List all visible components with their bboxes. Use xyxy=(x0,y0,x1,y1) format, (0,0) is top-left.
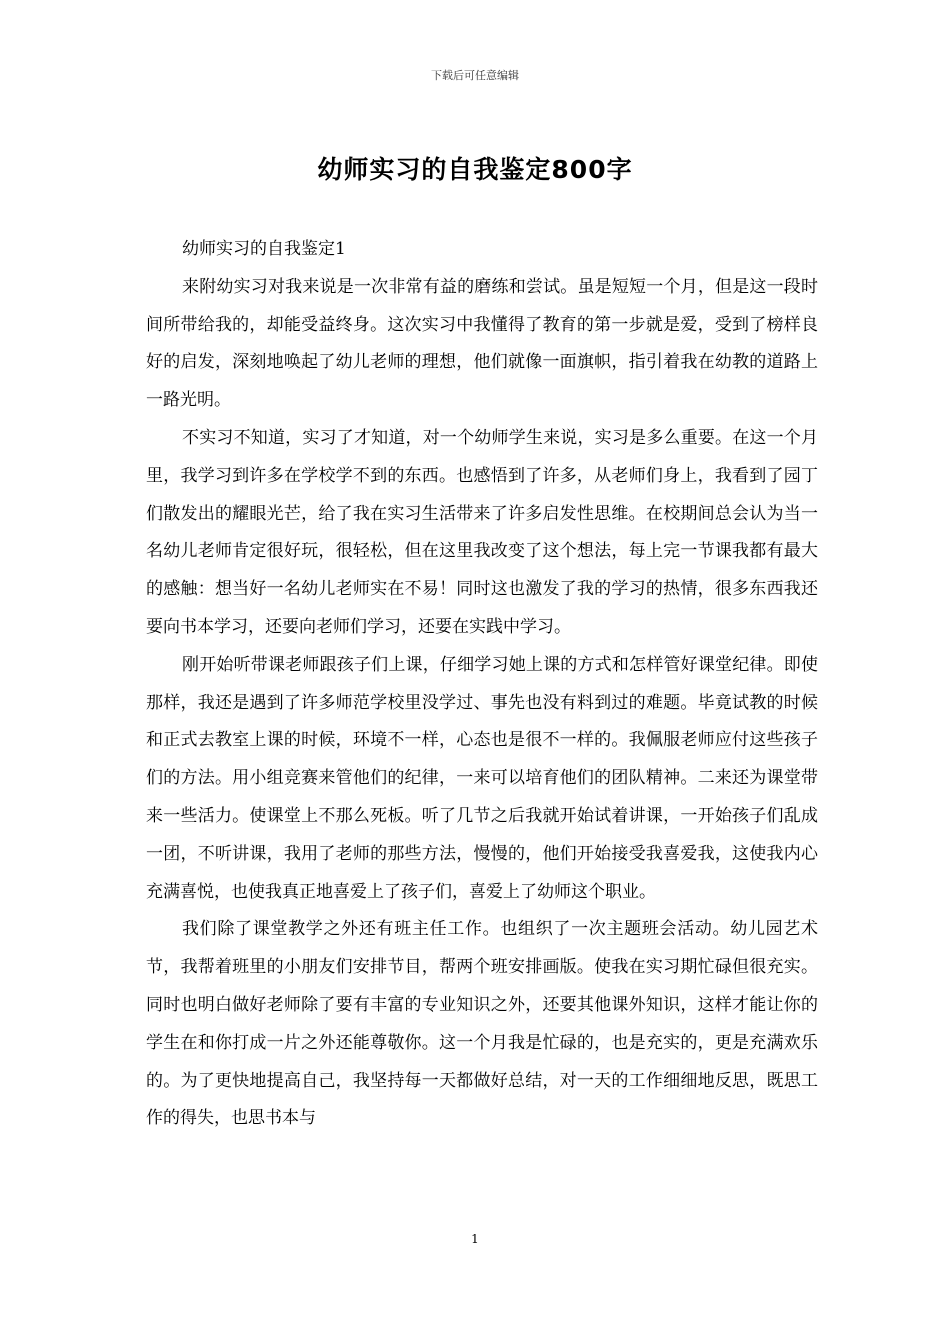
body-paragraph-1: 来附幼实习对我来说是一次非常有益的磨练和尝试。虽是短短一个月，但是这一段时间所带给我的，却能受益终身。这次实习中我懂得了教育的第一步就是爱，受到了榜样良好的启发，深刻地唤起了幼儿老师的理想，他们就像一面旗帜，指引着我在幼教的道路上一路光明。 xyxy=(146,276,818,411)
body-paragraph-3: 刚开始听带课老师跟孩子们上课，仔细学习她上课的方式和怎样管好课堂纪律。即使那样，我还是遇到了许多师范学校里没学过、事先也没有料到过的难题。毕竟试教的时候和正式去教室上课的时候，环境不一样，心态也是很不一样的。我佩服老师应付这些孩子们的方法。用小组竞赛来管他们的纪律，一来可以培育他们的团队精神。二来还为课堂带来一些活力。使课堂上不那么死板。听了几节之后我就开始试着讲课，一开始孩子们乱成一团，不听讲课，我用了老师的那些方法，慢慢的，他们开始接受我喜爱我，这使我内心充满喜悦，也使我真正地喜爱上了孩子们，喜爱上了幼师这个职业。 xyxy=(146,654,818,902)
body-paragraph-2: 不实习不知道，实习了才知道，对一个幼师学生来说，实习是多么重要。在这一个月里，我学习到许多在学校学不到的东西。也感悟到了许多，从老师们身上，我看到了园丁们散发出的耀眼光芒，给了我在实习生活带来了许多启发性思维。在校期间总会认为当一名幼儿老师肯定很好玩，很轻松，但在这里我改变了这个想法，每上完一节课我都有最大的感触：想当好一名幼儿老师实在不易！同时这也激发了我的学习的热情，很多东西我还要向书本学习，还要向老师们学习，还要在实践中学习。 xyxy=(146,427,818,637)
body-paragraph-4: 我们除了课堂教学之外还有班主任工作。也组织了一次主题班会活动。幼儿园艺术节，我帮着班里的小朋友们安排节目，帮两个班安排画版。使我在实习期忙碌但很充实。同时也明白做好老师除了要有丰富的专业知识之外，还要其他课外知识，这样才能让你的学生在和你打成一片之外还能尊敬你。这一个月我是忙碌的，也是充实的，更是充满欢乐的。为了更快地提高自己，我坚持每一天都做好总结，对一天的工作细细地反思，既思工作的得失，也思书本与 xyxy=(146,919,818,1129)
document-body xyxy=(146,231,818,1138)
header-note: 下载后可任意编辑 xyxy=(431,69,519,82)
page-number: 1 xyxy=(471,1232,479,1246)
document-title: 幼师实习的自我鉴定800字 xyxy=(317,155,633,184)
section-subheading: 幼师实习的自我鉴定1 xyxy=(182,239,346,259)
